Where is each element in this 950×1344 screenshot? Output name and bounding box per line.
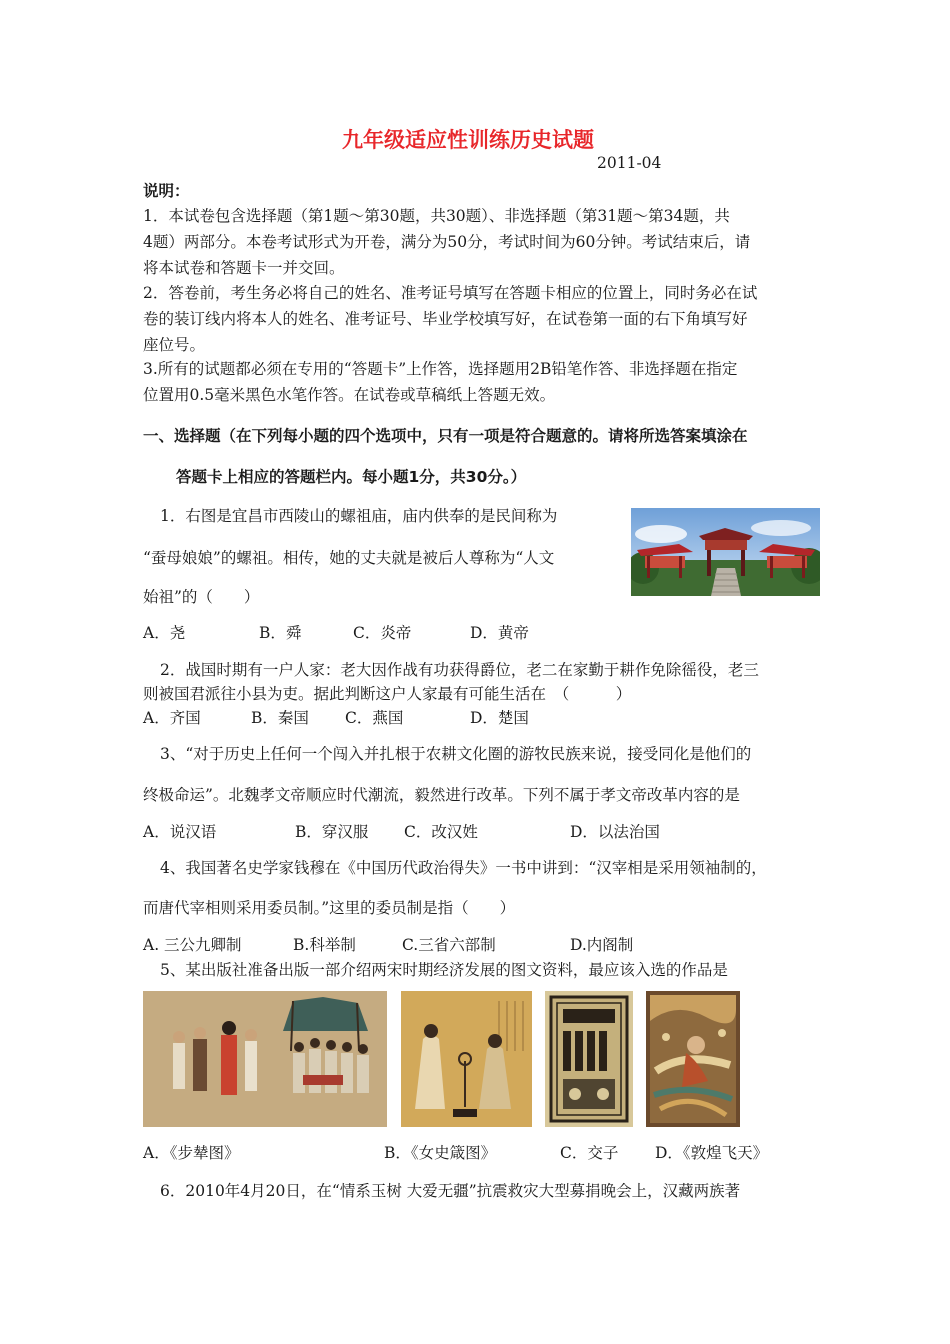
question-5-option-a: A．《步辇图》 (143, 1144, 240, 1162)
question-1-option-d: D．黄帝 (470, 624, 529, 642)
question-4-line: 而唐代宰相则采用委员制。”这里的委员制是指（ ） (143, 899, 516, 917)
question-3-line: 终极命运”。北魏孝文帝顺应时代潮流，毅然进行改革。下列不属于孝文帝改革内容的是 (143, 786, 740, 804)
question-3-option-b: B．穿汉服 (295, 823, 369, 841)
question-1-option-c: C．炎帝 (353, 624, 412, 642)
jiaozi-paper-money (545, 991, 633, 1127)
notes-line: 座位号。 (143, 336, 206, 354)
notes-line: 3.所有的试题都必须在专用的“答题卡”上作答，选择题用2B铅笔作答、非选择题在指定 (143, 360, 738, 378)
notes-line: 位置用0.5毫米黑色水笔作答。在试卷或草稿纸上答题无效。 (143, 386, 556, 404)
question-1-line: 始祖”的（ ） (143, 588, 260, 606)
section-heading: 一、选择题（在下列每小题的四个选项中，只有一项是符合题意的。请将所选答案填涂在 (143, 427, 748, 445)
question-1-option-a: A．尧 (143, 624, 186, 642)
section-heading-cont: 答题卡上相应的答题栏内。每小题1分，共30分。） (176, 468, 527, 486)
notes-line: 将本试卷和答题卡一并交回。 (143, 259, 345, 277)
question-2-option-a: A．齐国 (143, 709, 201, 727)
question-2-option-c: C．燕国 (345, 709, 404, 727)
question-6-line: 6．2010年4月20日，在“情系玉树 大爱无疆”抗震救灾大型募捐晚会上，汉藏两族著 (160, 1182, 741, 1200)
question-4-option-c: C.三省六部制 (402, 936, 496, 954)
question-1-line: “蚕母娘娘”的螺祖。相传，她的丈夫就是被后人尊称为“人文 (143, 549, 555, 567)
painting-buniantu (143, 991, 387, 1127)
notes-line: 卷的装订线内将本人的姓名、准考证号、毕业学校填写好，在试卷第一面的右下角填写好 (143, 310, 748, 328)
exam-date: 2011-04 (597, 154, 662, 172)
page-title: 九年级适应性训练历史试题 (342, 128, 594, 152)
question-5-option-d: D．《敦煌飞天》 (655, 1144, 769, 1162)
painting-nushizhentu (401, 991, 532, 1127)
question-1-line: 1．右图是宜昌市西陵山的螺祖庙，庙内供奉的是民间称为 (160, 507, 558, 525)
question-4-option-a: A. 三公九卿制 (143, 936, 242, 954)
question-2-line: 则被国君派往小县为吏。据此判断这户人家最有可能生活在 （ ） (143, 685, 632, 703)
notes-line: 2．答卷前，考生务必将自己的姓名、准考证号填写在答题卡相应的位置上，同时务必在试 (143, 284, 758, 302)
question-2-option-d: D．楚国 (470, 709, 529, 727)
question-3-option-d: D．以法治国 (570, 823, 660, 841)
question-3-line: 3、“对于历史上任何一个闯入并扎根于农耕文化圈的游牧民族来说，接受同化是他们的 (160, 745, 752, 763)
notes-line: 4题）两部分。本卷考试形式为开卷，满分为50分，考试时间为60分钟。考试结束后，请 (143, 233, 751, 251)
question-5-option-b: B．《女史箴图》 (384, 1144, 497, 1162)
notes-line: 1．本试卷包含选择题（第1题～第30题，共30题）、非选择题（第31题～第34题，共 (143, 207, 730, 225)
question-5-option-c: C．交子 (560, 1144, 619, 1162)
question-3-option-a: A．说汉语 (143, 823, 217, 841)
notes-heading: 说明： (143, 182, 190, 200)
question-4-line: 4、我国著名史学家钱穆在《中国历代政治得失》一书中讲到：“汉宰相是采用领袖制的， (160, 859, 767, 877)
question-1-option-b: B．舜 (259, 624, 302, 642)
temple-photo (631, 508, 820, 596)
question-4-option-d: D.内阁制 (570, 936, 634, 954)
dunhuang-feitian-mural (646, 991, 740, 1127)
question-4-option-b: B.科举制 (293, 936, 356, 954)
question-2-line: 2．战国时期有一户人家：老大因作战有功获得爵位，老二在家勤于耕作免除徭役，老三 (160, 661, 759, 679)
question-2-option-b: B．秦国 (251, 709, 309, 727)
question-3-option-c: C．改汉姓 (404, 823, 478, 841)
question-5-line: 5、某出版社准备出版一部介绍两宋时期经济发展的图文资料，最应该入选的作品是 (160, 961, 728, 979)
